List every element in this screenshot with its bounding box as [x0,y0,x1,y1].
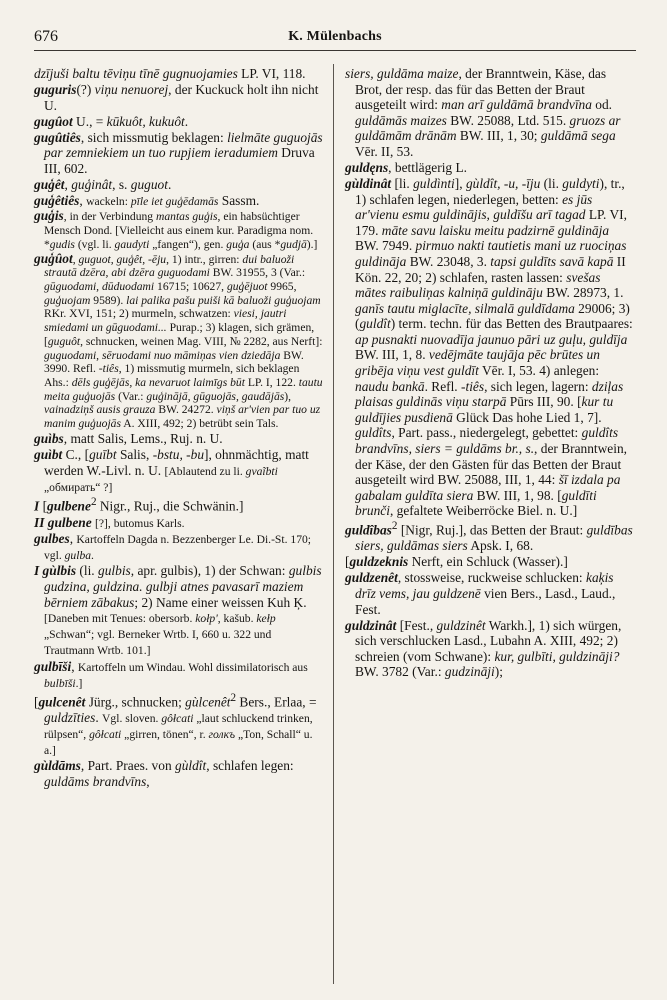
dictionary-entry: gùldāms, Part. Praes. von gùldît, schlafen legen: guldāms brandvīns, [34,758,294,789]
dictionary-entry: gùldinât [li. guldìnti], gùldît, -u, -īju (li. guldyti), tr., 1) schlafen legen, niederlegen, betten: es jūs ar'vienu esmu guldinājis, guldīšu arī tagad LP. VI, 179. māte savu laisku meitu padzirnē guldināja BW. 7949. pirmuo nakti tautietis mani uz ruociņas guldināja BW. 23048, 3. tapsi guldīts savā kapā II Kön. 22, 20; 2) schlafen, rasten lassen: svešas mātes raibuliņas kalniņā guldināju BW. 28973, 1. ganīs tautu miglacīte, silmalā guldīdama 29006; 3) (guldît) term. techn. für das Betten des Brautpaares: ap pusnakti nuovadīja jaunuo pāri uz guļu, guldīja BW. III, 1, 8. vedējmāte taujāja pēc brūtes un gribēja viņu vest guldīt Vēr. I, 53. 4) anlegen: naudu bankā. Refl. -tiês, sich legen, lagern: dziļas plaisas guldinās viņu starpā Pūrs III, 90. [kur tu guldījies pusdienā Glück Das hohe Lied 1, 7]. guldîts, Part. pass., niedergelegt, gebettet: guldîts brandvīns, siers = guldāms br., s., der Branntwein, der Käse, der den Gästen für das Betten der Braut ausgeteilt wird BW. 25088, III, 1, 44: šī izdala pa gabalam guldīta siera BW. III, 1, 98. [guldīti brunči, gefaltete Weiberröcke Biel. n. U.] [345,175,633,519]
dictionary-entry: I gùlbis (li. gulbis, apr. gulbis), 1) der Schwan: gulbis gudzina, guldzina. gulbji atnes pavasarī maziem bērniem zābakus; 2) Name einer weissen Kuh Ķ. [Daneben mit Tenues: obersorb. kołp', kašub. kełp „Schwan“; vgl. Berneker Wrtb. I, 660 u. 322 und Trautmann Wrtb. 101.] [34,563,322,658]
dictionary-entry: I [gulbene$^2$ Nigr., Ruj., die Schwänin.] [34,496,244,514]
dictionary-entry: [gulcenêt Jürg., schnucken; gùlcenêt$^2$ Bers., Erlaa, = guldzīties. Vgl. sloven. gôłcati „laut schluckend trinken, rülpsen“, gôłcati „girren, tönen“, r. голкъ „Ton, Schall“ u. a.] [34,691,317,757]
dictionary-entry: gugûtiês, sich missmutig beklagen: lielmāte guguojās par zemniekiem un tuo rupjiem ieradumiem Druva III, 602. [34,129,323,176]
dictionary-entry: guģêtiês, wackeln: pīle iet guģēdamās Sassm. [34,192,260,208]
dictionary-entry: dzījuši baltu tēviņu tīnē gugnuojamies LP. VI, 118. [34,66,306,81]
right-column [345,66,635,680]
dictionary-entry: guldzinât [Fest., guldzinêt Warkh.], 1) sich würgen, sich verschlucken Lasd., Lubahn A. XIII, 492; 2) schreien (vom Schwane): kur, gulbīti, guldzināji? BW. 3782 (Var.: gudzināji); [345,617,622,680]
dictionary-entry: guģêt, guģinât, s. guguot. [34,176,172,192]
page-number: 676 [34,28,58,45]
dictionary-entry: guģis, in der Verbindung mantas guģis, ein habsüchtiger Mensch Dond. [Vielleicht aus einem kur. Paradigma nom. *gudis (vgl. li. gaudyti „fangen“), gen. guģa (aus *gudjā).] [34,208,318,251]
left-column [34,66,324,790]
page-header [34,28,636,51]
dictionary-entry: guldęns, bettlägerig L. [345,159,467,175]
dictionary-entry: II gulbene [?], butomus Karls. [34,514,185,530]
dictionary-entry: guguris(?) viņu nenuorej, der Kuckuck holt ihn nicht U. [34,81,319,113]
running-head: K. Mülenbachs [288,29,382,44]
dictionary-entry: siers, guldāma maize, der Branntwein, Käse, das Brot, der resp. das für das Betten der Braut ausgeteilt wird: man arī guldāmā brandvīna od. guldāmās maizes BW. 25088, Ltd. 515. gruozs ar guldāmām drānām BW. III, 1, 30; guldāmā sega Vēr. II, 53. [345,66,621,159]
dictionary-entry: [guldzeknis Nerft, ein Schluck (Wasser).] [345,554,568,570]
dictionary-entry: guìbs, matt Salis, Lems., Ruj. n. U. [34,431,223,447]
dictionary-entry: gulbes, Kartoffeln Dagda n. Bezzenberger Le. Di.-St. 170; vgl. gulba. [34,530,312,562]
column-divider [333,64,334,984]
dictionary-entry: guldzenêt, stossweise, ruckweise schlucken: kaķis drīz vems, jau guldzenē vien Bers., Lasd., Laud., Fest. [345,570,616,617]
dictionary-entry: guldîbas$^2$ [Nigr, Ruj.], das Betten der Braut: guldības siers, guldāmas siers Apsk. I, 68. [345,520,633,554]
dictionary-entry: gugûot U., = kūkuôt, kukuôt. [34,113,189,129]
dictionary-entry: guģûot, guguot, guģêt, -ēju, 1) intr., girren: dui baluoži strautā dzēra, abi dzēra guguodami BW. 31955, 3 (Var.: gūguodami, dūduodami 16715; 10627, guģējuot 9965, guģuojam 9589). lai palika pašu puiši kā baluoži guģuojam RKr. XVI, 151; 2) murmeln, schwatzen: viesi, jautri smiedami un gūguodami... Purap.; 3) klagen, sich grämen, [guguôt, schnucken, weinen Mag. VIII, № 2282, aus Nerft]: guguodami, sēruodami nuo māmiņas vien dziedāja BW. 3990. Refl. -tiês, 1) missmutig murmeln, sich beklagen Ahs.: dēls guģējās, ka nevaruot laimīgs būt LP. I, 122. tautu meita guģuojās (Var.: guģinājā, gūguojās, gaudājās), vainadziņš ausis grauza BW. 24272. viņš ar'vien par tuo uz manim guģuojās A. XIII, 492; 2) betrübt sein Tals. [34,250,323,431]
dictionary-entry: guìbt C., [guībt Salis, -bstu, -bu], ohnmächtig, matt werden W.-Livl. n. U. [Ablautend zu li. gvaĩbti „обмирать“ ?] [34,447,309,494]
dictionary-entry: gulbīši, Kartoffeln um Windau. Wohl dissimilatorisch aus bulbīši.] [34,658,308,690]
